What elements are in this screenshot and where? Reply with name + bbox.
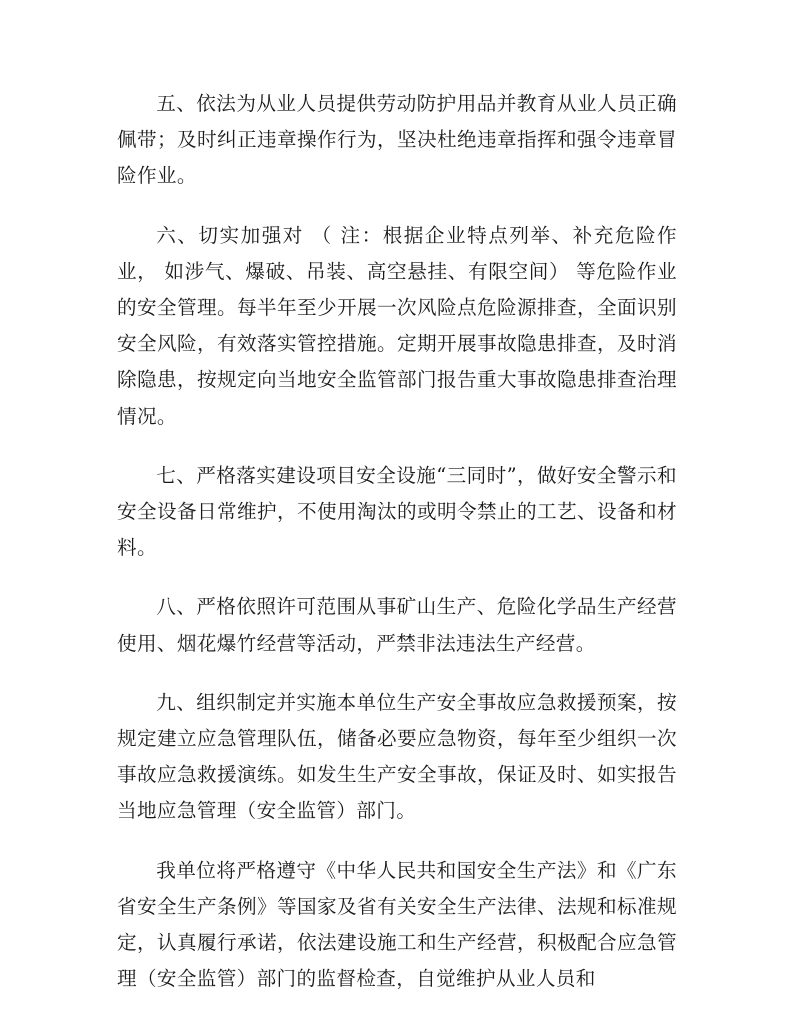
document-body [117, 86, 677, 1020]
paragraph-item-5: 五、依法为从业人员提供劳动防护用品并教育从业人员正确佩带；及时纠正违章操作行为，坚决杜绝违章指挥和强令违章冒险作业。 [117, 92, 677, 188]
commitment-paragraph: 我单位将严格遵守《中华人民共和国安全生产法》和《广东省安全生产条例》等国家及省有关安全生产法律、法规和标准规定，认真履行承诺，依法建设施工和生产经营，积极配合应急管理（安全监管）部门的监督检查，自觉维护从业人员和 [117, 858, 677, 991]
paragraph-item-7: 七、严格落实建设项目安全设施“三同时”，做好安全警示和安全设备日常维护，不使用淘汰的或明令禁止的工艺、设备和材料。 [117, 463, 677, 560]
paragraph-item-9: 九、组织制定并实施本单位生产安全事故应急救援预案，按规定建立应急管理队伍，储备必要应急物资，每年至少组织一次事故应急救援演练。如发生生产安全事故，保证及时、如实报告当地应急管理（安全监管）部门。 [117, 690, 677, 823]
paragraph-item-6: 六、切实加强对 （ 注：根据企业特点列举、补充危险作业， 如涉气、爆破、吊装、高空悬挂、有限空间） 等危险作业的安全管理。每半年至少开展一次风险点危险源排查，全面识别安全风险，有效落实管控措施。定期开展事故隐患排查，及时消除隐患，按规定向当地安全监管部门报告重大事故隐患排查治理情况。 [117, 223, 677, 428]
paragraph-item-8: 八、严格依照许可范围从事矿山生产、危险化学品生产经营使用、烟花爆竹经营等活动，严禁非法违法生产经营。 [117, 595, 677, 655]
